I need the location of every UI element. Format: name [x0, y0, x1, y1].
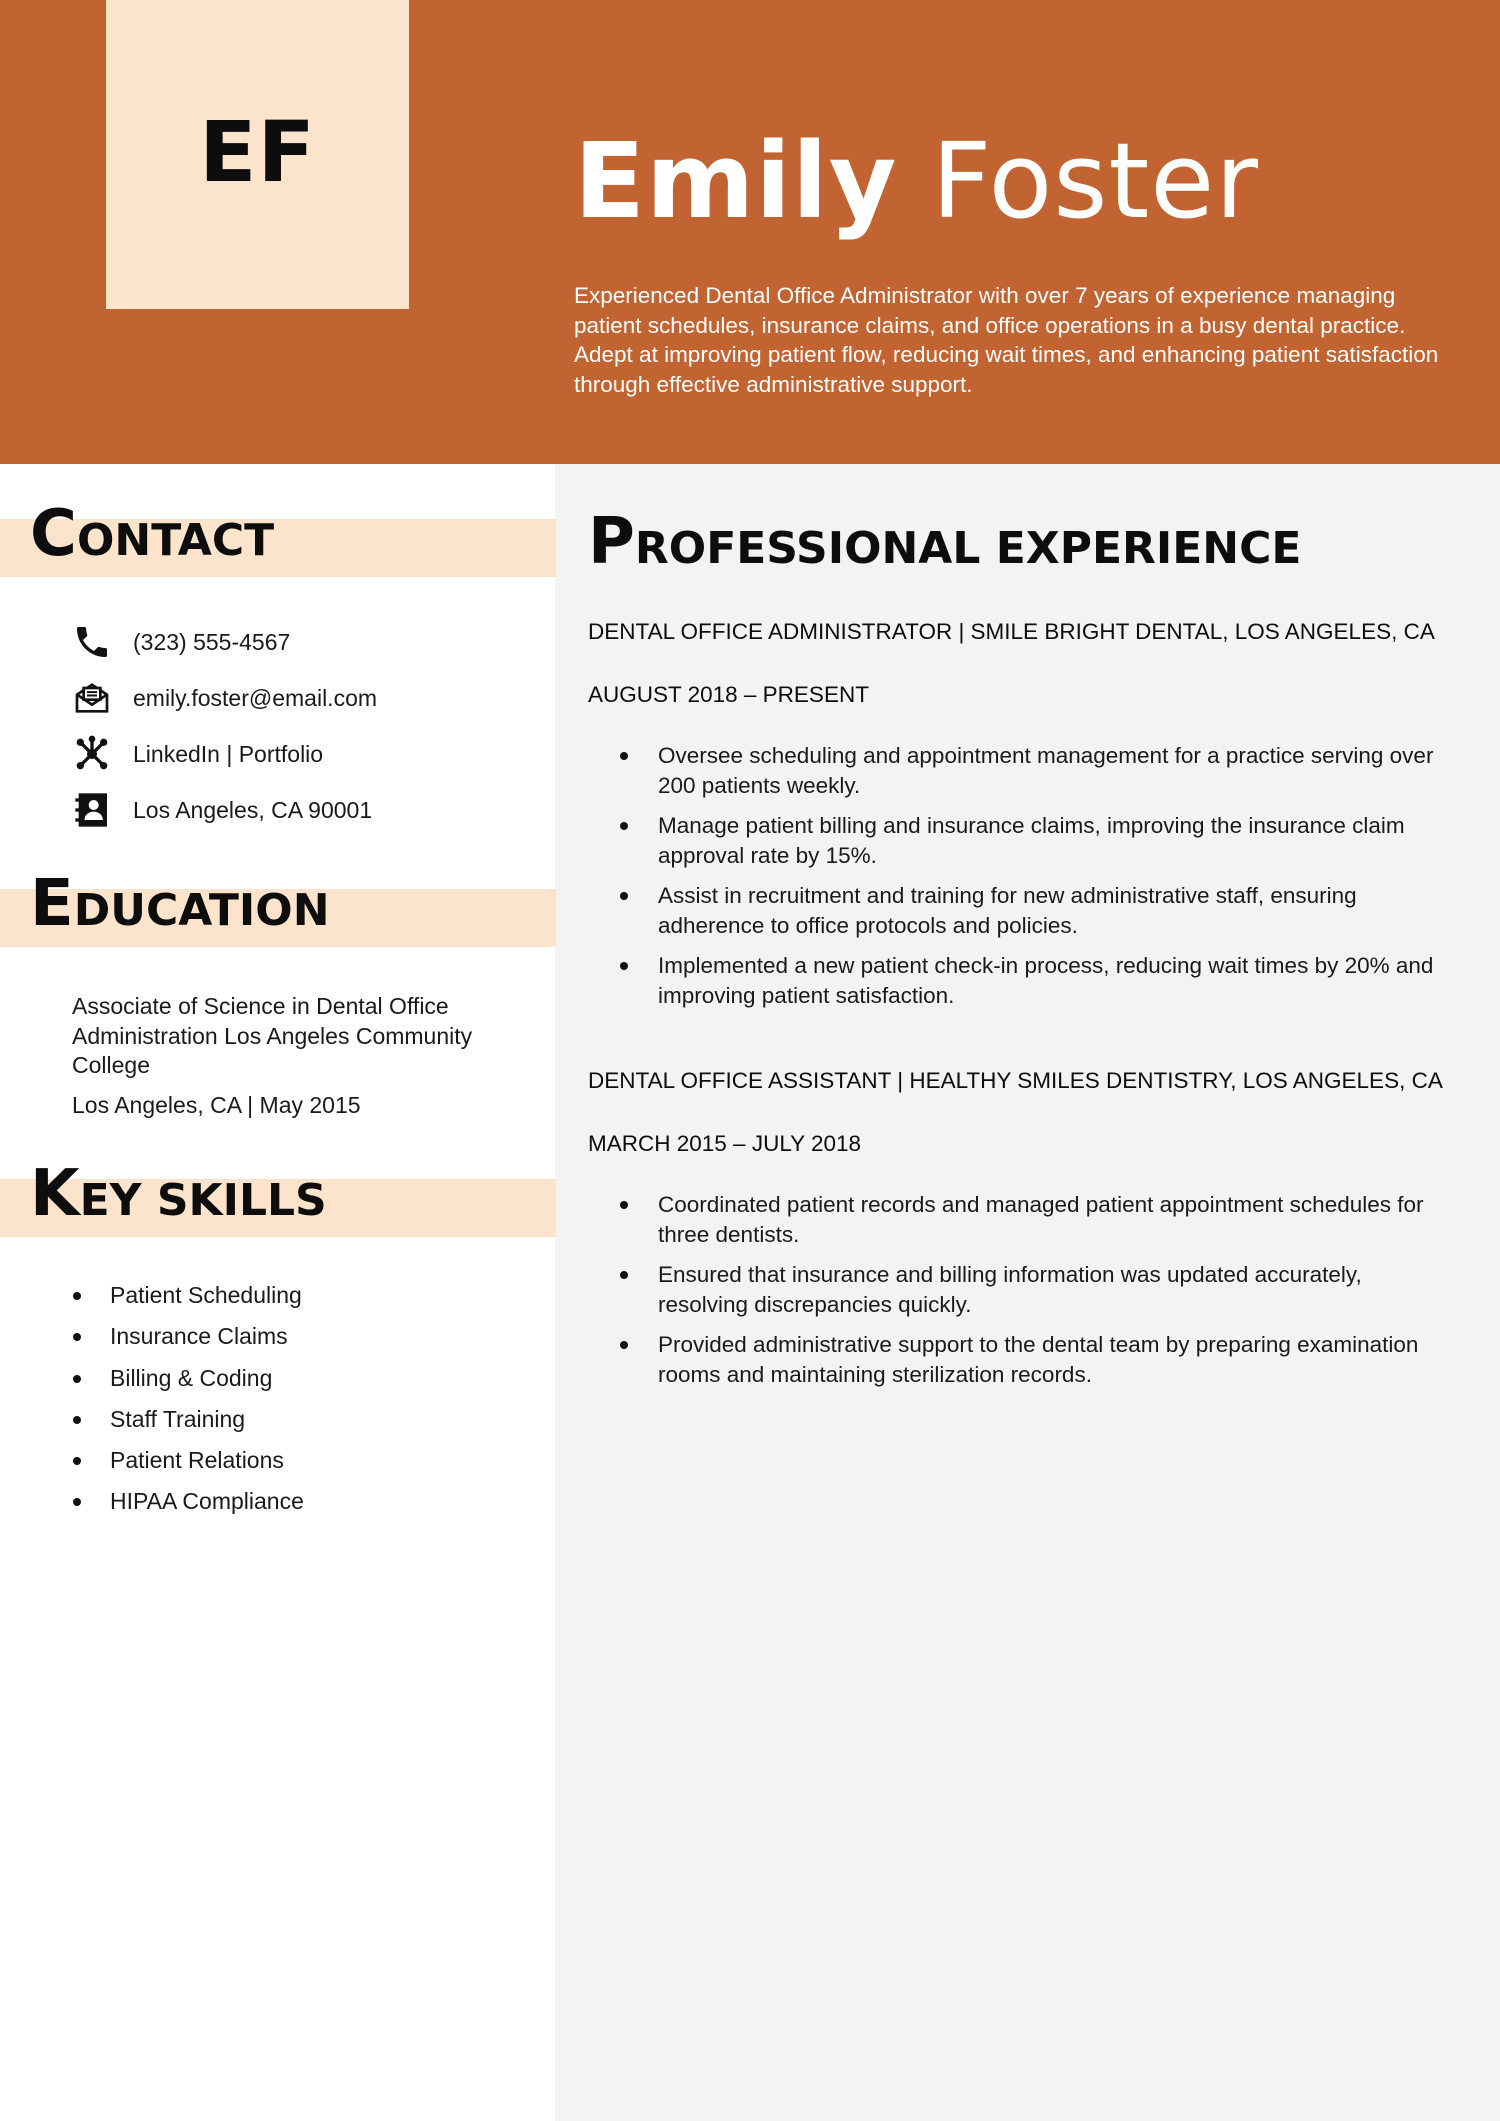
education-details: Los Angeles, CA | May 2015: [72, 1092, 361, 1118]
profile-links: LinkedIn | Portfolio: [133, 740, 324, 767]
profile-summary: Experienced Dental Office Administrator with over 7 years of experience managing patient schedules, insurance claims, and office operations in a busy dental practice. Adept at improving patient flow, reducing wait times, and enhancing patient satisfaction through effective administrative support.: [574, 283, 1439, 397]
job-dates: MARCH 2015 – JULY 2018: [588, 1131, 862, 1156]
job-bullet: Ensured that insurance and billing information was updated accurately, resolving discrepancies quickly.: [620, 1260, 1450, 1319]
email-address: emily.foster@email.com: [133, 684, 378, 711]
experience-heading: PROFESSIONAL EXPERIENCE: [588, 505, 1302, 579]
contact-email[interactable]: [70, 676, 377, 720]
email-icon: [70, 676, 114, 720]
job-bullet: Assist in recruitment and training for new administrative staff, ensuring adherence to office protocols and policies.: [620, 881, 1450, 940]
network-icon: [70, 732, 114, 776]
contact-phone[interactable]: [70, 620, 290, 664]
header-banner: [0, 0, 1500, 464]
education-degree: Associate of Science in Dental Office Administration Los Angeles Community College: [72, 993, 473, 1078]
last-name: Foster: [931, 120, 1260, 242]
job-bullet: Manage patient billing and insurance claims, improving the insurance claim approval rate by 15%.: [620, 811, 1450, 870]
job-dates: AUGUST 2018 – PRESENT: [588, 682, 869, 707]
skill-item: Patient Relations: [70, 1445, 304, 1486]
phone-icon: [70, 620, 114, 664]
contact-links[interactable]: [70, 732, 323, 776]
education-heading: EDUCATION: [30, 867, 330, 941]
location: Los Angeles, CA 90001: [133, 796, 373, 823]
job-bullet: Coordinated patient records and managed patient appointment schedules for three dentists.: [620, 1190, 1450, 1249]
monogram-badge: [106, 0, 409, 309]
phone-number: (323) 555-4567: [133, 628, 291, 655]
job-bullet: Provided administrative support to the dental team by preparing examination rooms and maintaining sterilization records.: [620, 1330, 1450, 1389]
skill-item: HIPAA Compliance: [70, 1486, 304, 1527]
job-title: DENTAL OFFICE ASSISTANT | HEALTHY SMILES DENTISTRY, LOS ANGELES, CA: [588, 1068, 1443, 1093]
skills-list: [70, 1280, 304, 1528]
job-title: DENTAL OFFICE ADMINISTRATOR | SMILE BRIGHT DENTAL, LOS ANGELES, CA: [588, 619, 1435, 644]
skill-item: Staff Training: [70, 1404, 304, 1445]
skills-heading: KEY SKILLS: [30, 1157, 327, 1231]
job-bullets: [620, 741, 1450, 1021]
contact-heading: CONTACT: [30, 497, 275, 571]
job-bullet: Oversee scheduling and appointment management for a practice serving over 200 patients weekly.: [620, 741, 1450, 800]
monogram-initials: EF: [199, 102, 316, 201]
job-bullet: Implemented a new patient check-in process, reducing wait times by 20% and improving patient satisfaction.: [620, 951, 1450, 1010]
skill-item: Patient Scheduling: [70, 1280, 304, 1321]
first-name: Emily: [574, 120, 898, 242]
contact-location[interactable]: [70, 788, 372, 832]
skill-item: Insurance Claims: [70, 1321, 304, 1362]
skill-item: Billing & Coding: [70, 1363, 304, 1404]
candidate-name: [574, 120, 1259, 242]
address-book-icon: [70, 788, 114, 832]
job-bullets: [620, 1190, 1450, 1400]
